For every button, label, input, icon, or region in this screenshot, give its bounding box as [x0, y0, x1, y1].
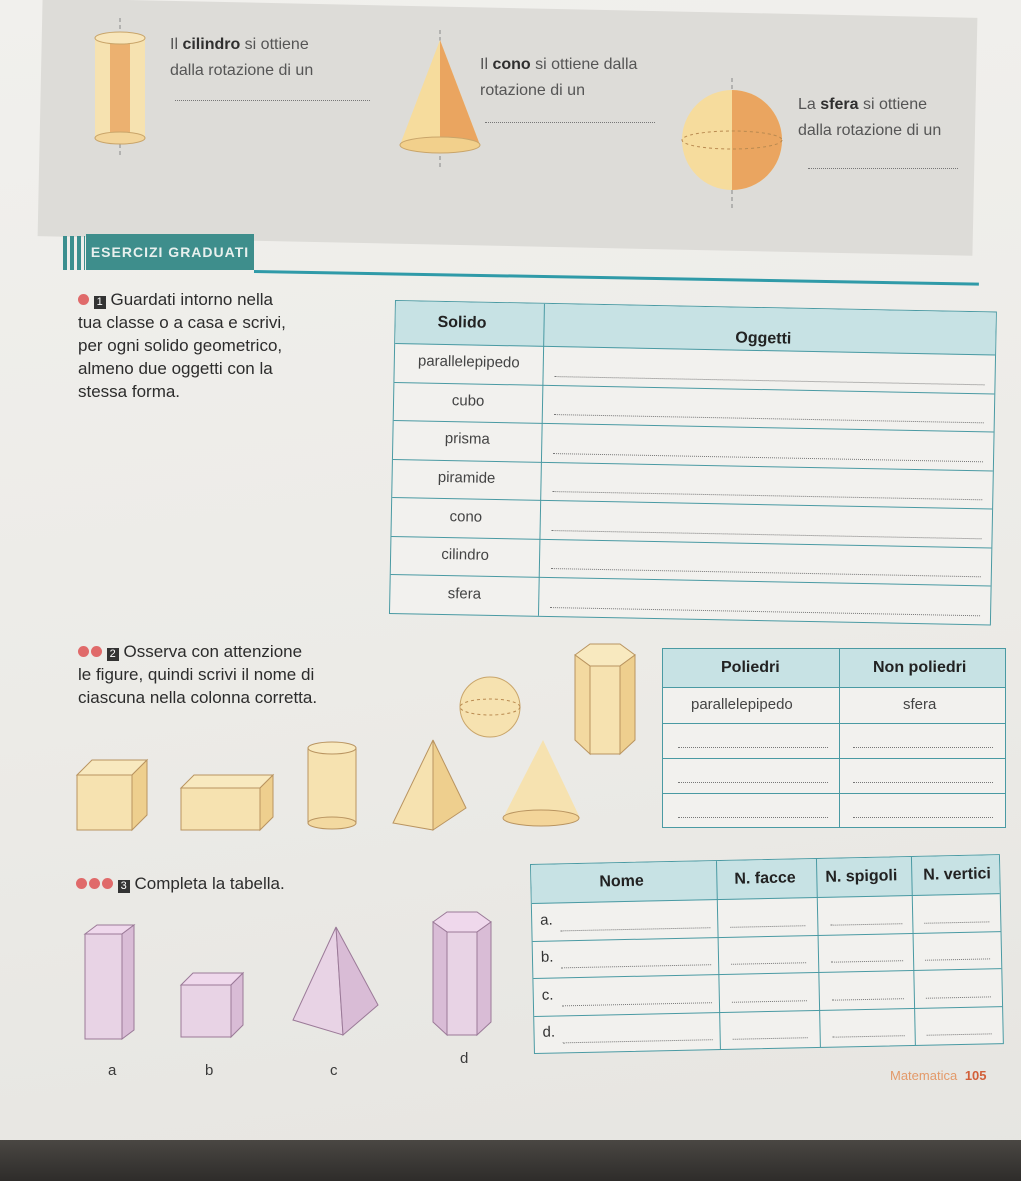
count-answer-field[interactable] — [733, 1037, 808, 1040]
count-answer-field[interactable] — [833, 1035, 905, 1038]
non-poliedri-example: sfera — [903, 696, 937, 713]
classification-answer-field[interactable] — [853, 782, 993, 783]
table2-row — [663, 723, 1005, 724]
cone-rotation-figure — [395, 30, 495, 170]
page-bottom-shadow — [0, 1140, 1021, 1181]
table2-row — [663, 793, 1005, 794]
difficulty-dot — [78, 294, 89, 305]
sphere-answer-line[interactable] — [808, 168, 958, 169]
cone-text-line1: Il cono si ottiene dalla — [480, 56, 638, 73]
header-nome: Nome — [599, 872, 645, 891]
solids-objects-table — [389, 300, 997, 625]
cylinder-rotation-figure — [75, 18, 165, 163]
cube-figure — [72, 755, 152, 835]
header-n-spigoli: N. spigoli — [825, 867, 898, 886]
figure-b-cube — [178, 970, 246, 1042]
header-solido: Solido — [437, 313, 487, 332]
figure-label-c: c — [330, 1062, 338, 1079]
cylinder-answer-line[interactable] — [175, 100, 370, 101]
count-answer-field[interactable] — [560, 927, 710, 931]
sphere-figure — [455, 672, 525, 742]
exercise2-number: 2 — [107, 648, 119, 661]
count-answer-field[interactable] — [924, 921, 989, 923]
count-answer-field[interactable] — [732, 1000, 807, 1003]
classification-answer-field[interactable] — [853, 747, 993, 748]
cylinder-text-line1: Il cilindro si ottiene — [170, 36, 309, 53]
table2-col-divider — [839, 649, 840, 827]
figure-a-prism — [82, 922, 137, 1047]
cone-answer-line[interactable] — [485, 122, 655, 123]
polyhedra-table — [662, 648, 1006, 828]
count-answer-field[interactable] — [831, 960, 903, 963]
count-answer-field[interactable] — [832, 998, 904, 1001]
table3-row — [534, 1006, 1002, 1017]
header-oggetti: Oggetti — [735, 329, 792, 348]
figure-label-d: d — [460, 1050, 469, 1067]
row-letter: c. — [541, 986, 554, 1004]
classification-answer-field[interactable] — [678, 782, 828, 783]
row-letter: b. — [540, 948, 554, 967]
header-poliedri: Poliedri — [721, 659, 780, 676]
figure-c-pyramid — [288, 925, 383, 1040]
exercise3-number: 3 — [118, 880, 130, 893]
cone-text-line2: rotazione di un — [480, 82, 585, 99]
solid-name: cubo — [451, 391, 485, 410]
count-answer-field[interactable] — [562, 1002, 712, 1006]
count-answer-field[interactable] — [563, 1039, 713, 1043]
header-n-facce: N. facce — [734, 869, 796, 888]
poliedri-example: parallelepipedo — [691, 696, 793, 713]
row-letter: d. — [542, 1023, 556, 1042]
figure-d-hexagonal-prism — [425, 910, 500, 1040]
sphere-rotation-figure — [680, 78, 790, 208]
banner-stripes — [63, 236, 85, 270]
solid-name: prisma — [444, 430, 490, 449]
sphere-text-line1: La sfera si ottiene — [798, 96, 927, 113]
parallelepiped-figure — [178, 772, 278, 837]
count-answer-field[interactable] — [830, 923, 902, 926]
pyramid-figure — [388, 738, 473, 833]
row-letter: a. — [539, 911, 553, 929]
classification-answer-field[interactable] — [853, 817, 993, 818]
count-answer-field[interactable] — [730, 925, 805, 928]
table3-row — [533, 931, 1001, 942]
figure-label-b: b — [205, 1062, 214, 1079]
count-answer-field[interactable] — [926, 996, 991, 998]
difficulty-dots — [78, 646, 89, 657]
header-n-vertici: N. vertici — [923, 865, 992, 884]
difficulty-dots-3 — [76, 878, 87, 889]
exercise2-statement: 2 Osserva con attenzione le figure, quindi scrivi il nome di ciascuna nella colonna corretta. — [78, 642, 318, 707]
solid-name: sfera — [447, 584, 482, 603]
classification-answer-field[interactable] — [678, 747, 828, 748]
cone-figure — [498, 738, 583, 833]
classification-answer-field[interactable] — [678, 817, 828, 818]
table2-row — [663, 758, 1005, 759]
header-non-poliedri: Non poliedri — [873, 659, 967, 676]
figure-label-a: a — [108, 1062, 117, 1079]
count-answer-field[interactable] — [561, 964, 711, 968]
cylinder-figure — [305, 738, 360, 833]
count-answer-field[interactable] — [925, 958, 990, 960]
footer-subject: Matematica — [890, 1068, 958, 1083]
page-footer — [890, 1068, 987, 1083]
cylinder-text-line2: dalla rotazione di un — [170, 62, 314, 79]
banner-rule — [254, 270, 979, 286]
page-number: 105 — [964, 1068, 987, 1083]
exercise1-statement: 1 Guardati intorno nella tua classe o a casa e scrivi, per ogni solido geometrico, almeno due oggetti con la stessa forma. — [78, 290, 286, 401]
table3-row — [533, 968, 1001, 979]
count-answer-field[interactable] — [927, 1033, 992, 1035]
solid-name: cilindro — [441, 546, 490, 564]
exercise1-number: 1 — [94, 296, 106, 309]
exercise3-statement: 3 Completa la tabella. — [76, 872, 285, 895]
solid-name: cono — [449, 507, 483, 526]
faces-edges-table — [530, 854, 1004, 1054]
sphere-text-line2: dalla rotazione di un — [798, 122, 942, 139]
solid-name: parallelepipedo — [417, 352, 520, 372]
solid-name: piramide — [437, 468, 496, 487]
count-answer-field[interactable] — [731, 962, 806, 965]
banner-label: ESERCIZI GRADUATI — [86, 234, 254, 270]
